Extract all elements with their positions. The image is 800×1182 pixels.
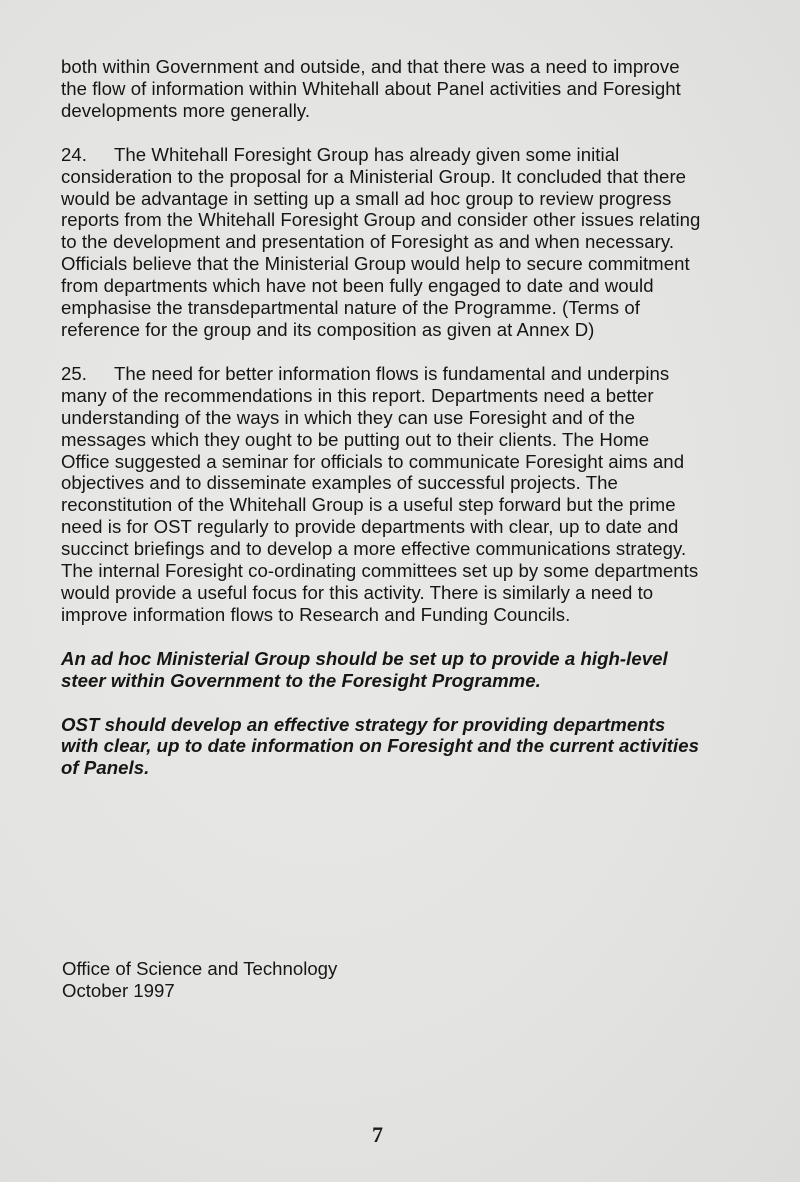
signoff-date: October 1997: [62, 980, 175, 1001]
document-body: [61, 56, 701, 801]
recommendation-ministerial-group: An ad hoc Ministerial Group should be set up to provide a high-level steer within Government to the Foresight Programme.: [61, 647, 668, 691]
paragraph-24: [61, 144, 701, 341]
paragraph-text: The need for better information flows is fundamental and underpins many of the recommendations in this report. Departments need a better understanding of the ways in which they can use Foresight and of the messages which they ought to be putting out to their clients. The Home Office suggested a seminar for officials to communicate Foresight aims and objectives and to disseminate examples of successful projects. The reconstitution of the Whitehall Group is a useful step forward but the prime need is for OST regularly to provide departments with clear, up to date and succinct briefings and to develop a more effective communications strategy. The internal Foresight co-ordinating committees set up by some departments would provide a useful focus for this activity. There is similarly a need to improve information flows to Research and Funding Councils.: [61, 362, 699, 625]
paragraph-number: 24.: [61, 143, 87, 165]
paragraph-text: The Whitehall Foresight Group has already given some initial consideration to the proposal for a Ministerial Group. It concluded that there would be advantage in setting up a small ad hoc group to review progress reports from the Whitehall Foresight Group and consider other issues relating to the development and presentation of Foresight as and when necessary. Officials believe that the Ministerial Group would help to secure commitment from departments which have not been fully engaged to date and would emphasise the transdepartmental nature of the Programme. (Terms of reference for the group and its composition as given at Annex D): [61, 143, 701, 340]
signoff-organisation: Office of Science and Technology: [62, 958, 338, 979]
continued-paragraph: both within Government and outside, and that there was a need to improve the flow of information within Whitehall about Panel activities and Foresight developments more generally.: [61, 56, 681, 121]
signoff-block: [62, 958, 337, 1002]
paragraph-number: 25.: [61, 362, 87, 384]
paragraph-25: [61, 363, 701, 626]
page-number: 7: [372, 1122, 383, 1147]
recommendation-ost-strategy: OST should develop an effective strategy for providing departments with clear, up to date information on Foresight and the current activities of Panels.: [61, 713, 700, 779]
